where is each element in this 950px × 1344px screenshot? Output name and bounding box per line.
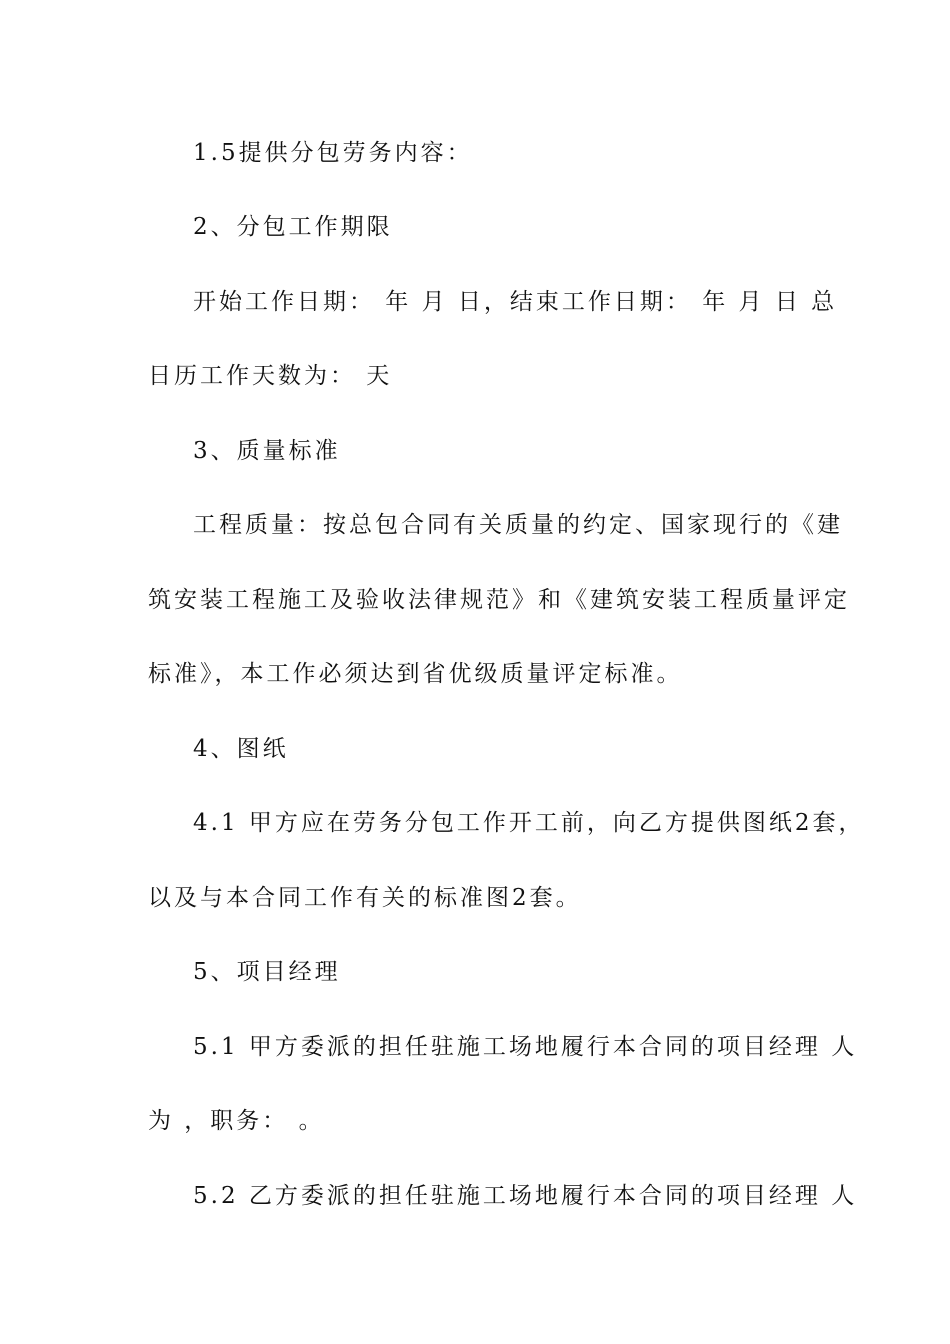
section-3-heading: 3、质量标准 <box>193 438 341 464</box>
section-1-5-heading: 1.5提供分包劳务内容： <box>193 140 473 166</box>
quality-paragraph-line-3: 标准》，本工作必须达到省优级质量评定标准。 <box>148 661 683 687</box>
manager-paragraph-line-1: 5.1 甲方委派的担任驻施工场地履行本合同的项目经理 人 <box>193 1034 858 1060</box>
work-period-line-1: 开始工作日期： 年 月 日，结束工作日期： 年 月 日 总 <box>193 289 838 315</box>
drawings-paragraph-line-1: 4.1 甲方应在劳务分包工作开工前，向乙方提供图纸2套， <box>193 810 865 836</box>
work-period-line-2: 日历工作天数为： 天 <box>148 363 393 389</box>
section-5-heading: 5、项目经理 <box>193 959 341 985</box>
section-4-heading: 4、图纸 <box>193 736 289 762</box>
drawings-paragraph-line-2: 以及与本合同工作有关的标准图2套。 <box>148 885 582 911</box>
quality-paragraph-line-1: 工程质量：按总包合同有关质量的约定、国家现行的《建 <box>193 512 843 538</box>
quality-paragraph-line-2: 筑安装工程施工及验收法律规范》和《建筑安装工程质量评定 <box>148 587 850 613</box>
manager-paragraph-line-3: 5.2 乙方委派的担任驻施工场地履行本合同的项目经理 人 <box>193 1183 858 1209</box>
section-2-heading: 2、分包工作期限 <box>193 214 393 240</box>
manager-paragraph-line-2: 为 ，职务： 。 <box>148 1108 325 1134</box>
